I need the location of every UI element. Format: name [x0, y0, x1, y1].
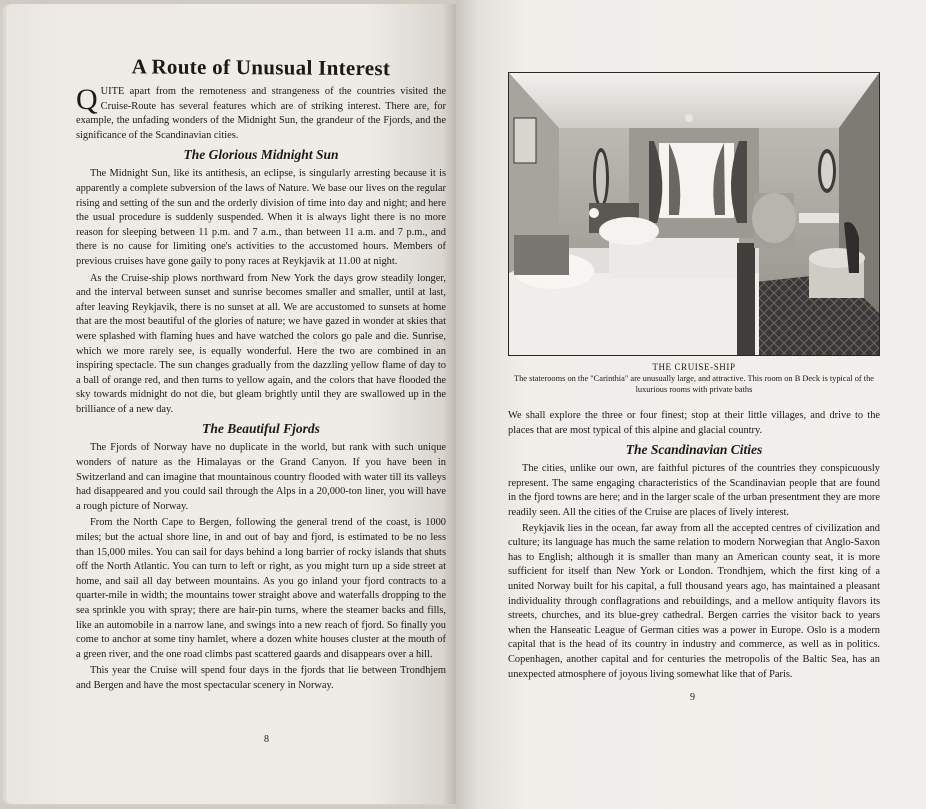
cities-paragraph-1: The cities, unlike our own, are faithful pictures of the countries they conspicuously represent. The same engaging characteristics of the Scandinavian people that are found in the fjord towns are here; and in the larger scale of the urban presentment they are more readily seen. All the cities of the Cruise are places of lively interest. [508, 463, 880, 518]
midnight-sun-paragraph-1: The Midnight Sun, like its antithesis, an eclipse, is singularly arresting because it is apparently a complete subversion of the laws of Nature. We base our lives on the regular rising and setting of the sun and the orderly division of time into day and night; and here the usual procedure is suddenly suspended. When it is always light there is no more reason for sleeping between 11 p.m. and 7 a.m., than between 11 a.m. and 7 p.m., and there is no cause for limiting one's activities to the accustomed hours. Members of previous cruises have gone gaily to pony races at Reykjavik at 11.00 at night. [76, 168, 446, 267]
section-heading-fjords: The Beautiful Fjords [202, 421, 320, 437]
drop-cap: Q [76, 83, 98, 116]
page-number-right: 9 [690, 692, 695, 703]
right-page [456, 0, 926, 809]
stateroom-photo [508, 72, 880, 356]
photo-caption-text: The staterooms on the "Carinthia" are unusually large, and attractive. This room on B Deck is typical of the luxurious rooms with private baths [513, 374, 875, 394]
fjords-paragraph-3: This year the Cruise will spend four days in the fjords that lie between Trondhjem and Bergen and have the most spectacular scenery in Norway. [76, 665, 446, 691]
section-heading-cities: The Scandinavian Cities [625, 442, 763, 458]
left-page [6, 4, 456, 804]
right-text-column [508, 72, 880, 683]
photo-caption-title: THE CRUISE-SHIP [652, 362, 736, 372]
cities-paragraph-2: Reykjavik lies in the ocean, far away from all the accepted centres of civilization and culture; its language has much the same relation to modern Norwegian that Anglo-Saxon has to English; although it is smaller than many an American county seat, it is more sufficient for itself than New York or London. Trondhjem, which the first king of a united Norway built for his capital, a full thousand years ago, has maintained a pleasant individuality through conflagrations and rebuildings, and a mellow antiquity flavors its streets, churches, and its blue-grey cathedral. Bergen carries the visitor back to years when the Hanseatic League of German cities was a power in Europe. Oslo is a modern capital that is the head of its country in industry and commerce, as well as in politics. Copenhagen, another capital and for centuries the metropolis of the Baltic Sea, has an unexpected atmosphere of joyous living somewhat like that of Paris. [508, 522, 880, 680]
section-heading-midnight-sun: The Glorious Midnight Sun [183, 147, 339, 163]
midnight-sun-paragraph-2: As the Cruise-ship plows northward from New York the days grow steadily longer, and the interval between sunset and sunrise becomes smaller and smaller, until at last, after leaving Reykjavik, there is no sunset at all. We are accustomed to sunsets at home that are the most beautiful of the glories of nature; we have gazed in wonder at skies that were splashed with flaming hues and have watched the colors go pale and die. Sunrise, which we more rarely see, is equally wonderful. Here the two are combined in an inspiring spectacle. The sun changes gradually from the dazzling yellow flame of day to a ball of orange red, and then turns to yellow again, and the colors that have flooded the sky towards midnight do not die, but gleam brightly until they are swallowed up in the brilliance of a new day. [76, 272, 446, 415]
stateroom-illustration [509, 73, 879, 355]
page-title: A Route of Unusual Interest [131, 54, 391, 81]
intro-text: UITE apart from the remoteness and strangeness of the countries visited the Cruise-Route has several features which are of striking interest. There are, for example, the unfading wonders of the Midnight Sun, the grandeur of the Fjords, and the significance of the Scandinavian cities. [76, 86, 446, 141]
intro-paragraph [76, 85, 446, 143]
fjords-paragraph-2: From the North Cape to Bergen, following the general trend of the coast, is 1000 miles; but the actual shore line, in and out of bay and fjord, is estimated to be no less than 15,000 miles. You can sail for days behind a long barrier of rocky islands that shuts off the North Atlantic. You can turn to left or right, as you might turn up a side street at home, and sail all day between mountains. As you go inland your fjord contracts to a quarter-mile in width; the mountains tower straight above and waterfalls dropping to the sea sprinkle you with spray; there are hair-pin turns, where the steamer backs and fills, like an automobile in a narrow lane, and swings into a new reach of fjord. So finally you come to anchor at some tiny hamlet, where a dozen white houses cluster at the mouth of a green river, and the one road climbs past scattered gaards and disappears over a hill. [76, 517, 446, 660]
left-text-column [76, 54, 446, 696]
fjords-continuation: We shall explore the three or four finest; stop at their little villages, and drive to the places that are most typical of this alpine and glacial country. [508, 410, 880, 436]
page-number-left: 8 [264, 734, 269, 745]
fjords-paragraph-1: The Fjords of Norway have no duplicate in the world, but rank with such unique wonders of nature as the Himalayas or the Grand Canyon. If you have been in Switzerland and can imagine that mountainous country flooded with water till its valleys had disappeared and you could sail through the Alps in a 20,000-ton liner, you will have a rough picture of Norway. [76, 442, 446, 512]
